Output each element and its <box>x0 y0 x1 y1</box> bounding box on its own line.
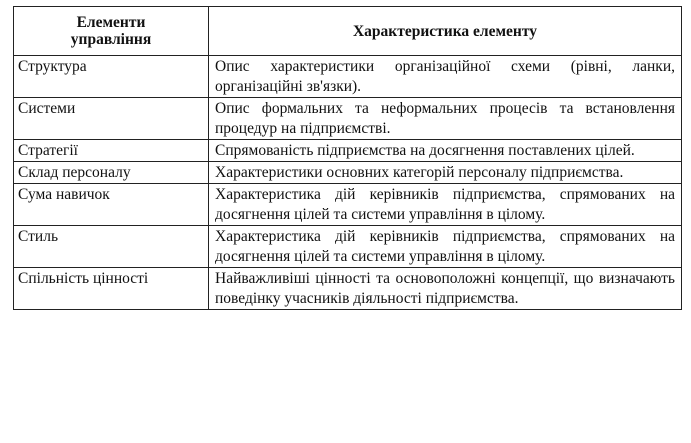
table-header-row <box>14 7 682 56</box>
table-row <box>14 162 682 184</box>
row-description-cell: Характеристика дій керівників підприємства, спрямованих на досягнення цілей та системи управління в цілому. <box>209 184 682 226</box>
table-row <box>14 98 682 140</box>
row-name-cell: Сума навичок <box>14 184 209 226</box>
header-elements <box>14 7 209 56</box>
header-elements-line1: Елементи <box>76 14 146 31</box>
row-description-cell: Опис формальних та неформальних процесів та встановлення процедур на підприємстві. <box>209 98 682 140</box>
table-row <box>14 140 682 162</box>
row-name-cell: Системи <box>14 98 209 140</box>
row-name-cell: Стиль <box>14 226 209 268</box>
table-row <box>14 226 682 268</box>
row-description-cell: Характеристика дій керівників підприємства, спрямованих на досягнення цілей та системи управління в цілому. <box>209 226 682 268</box>
table-row <box>14 184 682 226</box>
row-description-cell: Спрямованість підприємства на досягнення поставлених цілей. <box>209 140 682 162</box>
header-elements-line2: управління <box>70 31 152 48</box>
row-name-cell: Спільність цінності <box>14 268 209 310</box>
row-name-cell: Склад персоналу <box>14 162 209 184</box>
row-description-cell: Опис характеристики організаційної схеми (рівні, ланки, організаційні зв'язки). <box>209 56 682 98</box>
row-name-cell: Структура <box>14 56 209 98</box>
table-row <box>14 268 682 310</box>
table-row <box>14 56 682 98</box>
management-elements-table <box>13 6 682 310</box>
row-description-cell: Найважливіші цінності та основоположні концепції, що визначають поведінку учасників діяльності підприємства. <box>209 268 682 310</box>
row-description-cell: Характеристики основних категорій персоналу підприємства. <box>209 162 682 184</box>
row-name-cell: Стратегії <box>14 140 209 162</box>
header-characteristic: Характеристика елементу <box>209 7 682 56</box>
